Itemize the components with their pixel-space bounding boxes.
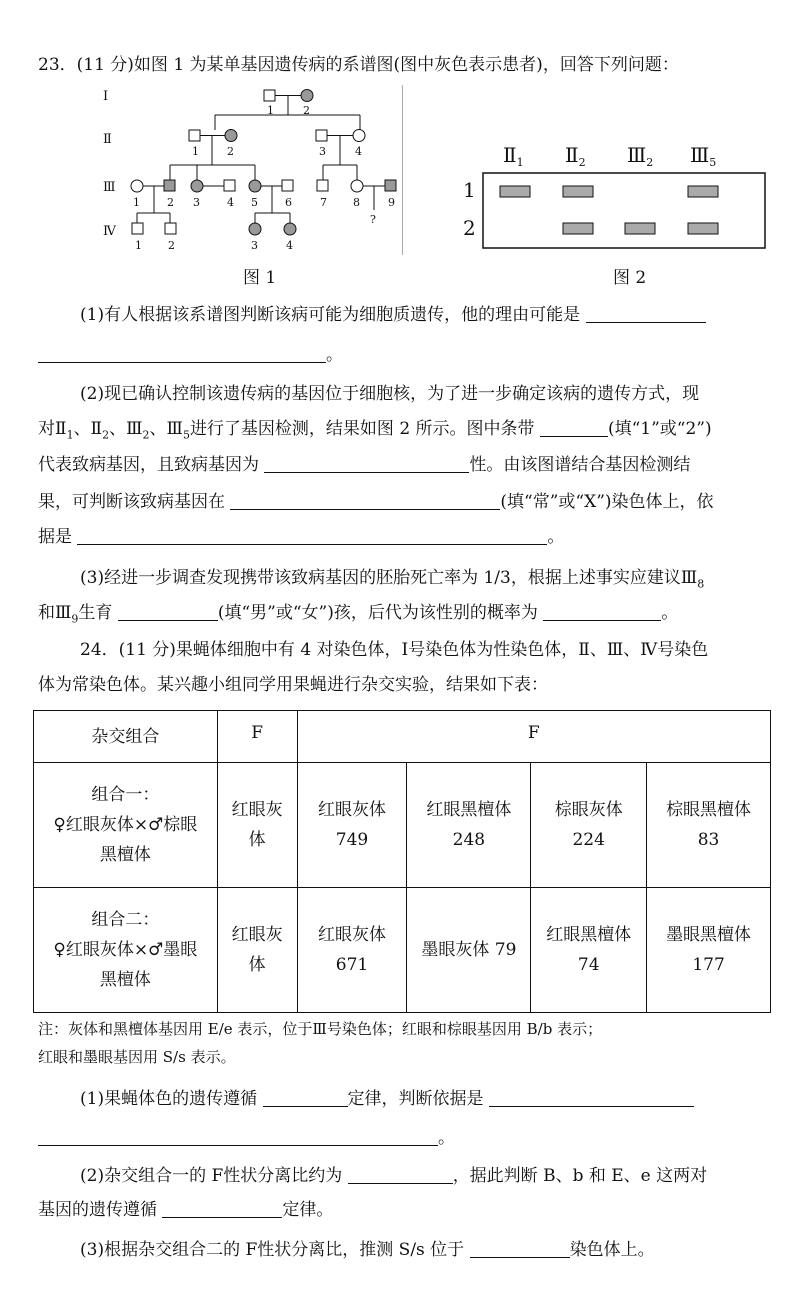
q23-p2-t5b: 。 bbox=[547, 527, 565, 547]
q23-p2-t3a: 代表致病基因，且致病基因为 bbox=[38, 455, 259, 475]
gel-frame bbox=[483, 173, 765, 248]
q24-p2-t2a: 基因的遗传遵循 bbox=[38, 1200, 157, 1220]
cross-1-cell bbox=[34, 763, 218, 888]
q23-p3-t2b: 生育 bbox=[78, 603, 113, 623]
q24-p2-tc: ，据此判断 B、b 和 E、e 这两对 bbox=[452, 1166, 708, 1186]
cross-2-f2-c bbox=[531, 888, 647, 1013]
q24-intro1 bbox=[80, 638, 770, 662]
gel-col-III2-sub: 2 bbox=[646, 156, 654, 169]
gel-bands bbox=[500, 186, 718, 234]
header-f2-text: F bbox=[527, 723, 540, 744]
pedigree-III8-female bbox=[351, 180, 363, 192]
q23-p3-t2c: (填“男”或“女”)孩，后代为该性别的概率为 bbox=[217, 603, 538, 623]
unknown-offspring-mark: ? bbox=[370, 213, 376, 226]
q23-p2-line1 bbox=[80, 382, 770, 406]
cross-1-f1 bbox=[217, 763, 297, 888]
label-III8: 8 bbox=[353, 196, 360, 209]
q24-p3-line1 bbox=[80, 1238, 770, 1268]
count: 671 bbox=[335, 955, 369, 975]
label-IV4: 4 bbox=[286, 239, 293, 252]
q23-p2-t2b: 、Ⅱ bbox=[73, 419, 103, 439]
q23-p2-t3b: 性。由该图谱结合基因检测结 bbox=[469, 455, 691, 475]
q23-p2-t4b: (填“常”或“X”)染色体上，依 bbox=[500, 492, 714, 512]
pedigree-II3-male bbox=[316, 130, 327, 141]
sub-III5: 5 bbox=[182, 428, 190, 442]
q24-p2-line2 bbox=[38, 1198, 770, 1222]
cross-2-f2-b bbox=[407, 888, 531, 1013]
table-row bbox=[34, 763, 771, 888]
phenotype: 红眼灰体 bbox=[318, 925, 387, 945]
pedigree-III9-male-affected bbox=[385, 180, 396, 191]
q24-p1-tb: 定律，判断依据是 bbox=[347, 1089, 484, 1109]
sub-III8: 8 bbox=[697, 577, 705, 591]
q24-p3-ta: (3)根据杂交组合二的 F bbox=[80, 1240, 258, 1260]
table-header-row bbox=[34, 711, 771, 763]
cross-2-f1-line1: 红眼灰 bbox=[231, 925, 283, 945]
q23-p2-line3 bbox=[38, 453, 770, 477]
answer-blank-9[interactable] bbox=[263, 1089, 348, 1107]
cross-1-line3: 黑檀体 bbox=[99, 845, 151, 865]
count: 224 bbox=[572, 830, 605, 850]
label-IV3: 3 bbox=[251, 239, 258, 252]
q24-intro2 bbox=[38, 673, 770, 697]
cross-2-line3: 黑檀体 bbox=[99, 970, 151, 990]
gel-band-row2-col3 bbox=[625, 223, 655, 234]
q23-p1-line1 bbox=[80, 303, 770, 327]
gel-col-II1-sub: 1 bbox=[516, 156, 524, 169]
label-II3: 3 bbox=[319, 145, 326, 158]
answer-blank-7[interactable] bbox=[118, 603, 218, 621]
gel-col-III2: $Ⅲ_2$ bbox=[627, 143, 654, 169]
pedigree-IV2-male bbox=[165, 223, 176, 234]
q24-p1-line2 bbox=[38, 1126, 770, 1150]
gel-col-II2: $Ⅱ_2$ bbox=[565, 143, 586, 169]
phenotype: 红眼黑檀体 bbox=[426, 800, 512, 820]
phenotype: 红眼灰体 bbox=[318, 800, 387, 820]
q24-intro2-text: 体为常染色体。某兴趣小组同学用果蝇进行杂交实验，结果如下表： bbox=[38, 675, 548, 695]
pedigree-IV1-male bbox=[132, 223, 143, 234]
pedigree-III3-female-affected bbox=[191, 180, 203, 192]
cross-1-line2: ♀红眼灰体×♂棕眼 bbox=[53, 815, 198, 835]
q24-p1-line1 bbox=[80, 1087, 770, 1111]
header-f2 bbox=[297, 711, 770, 763]
q24-p1-ta: (1)果蝇体色的遗传遵循 bbox=[80, 1089, 258, 1109]
label-III9: 9 bbox=[388, 196, 395, 209]
q23-p2-t2c: 、Ⅲ bbox=[109, 419, 143, 439]
q23-p2-t4a: 果，可判断该致病基因在 bbox=[38, 492, 225, 512]
q23-p3-t1: (3)经进一步调查发现携带该致病基因的胚胎死亡率为 1/3，根据上述事实应建议Ⅲ bbox=[80, 568, 698, 588]
gel-col-III5-sub: 5 bbox=[709, 156, 717, 169]
answer-blank-3[interactable] bbox=[540, 419, 608, 437]
pedigree-IV4-female-affected bbox=[284, 223, 296, 235]
pedigree-IV3-female-affected bbox=[249, 223, 261, 235]
q24-p3-tb: 性状分离比，推测 S/s 位于 bbox=[257, 1240, 465, 1260]
gel-figure bbox=[455, 140, 775, 255]
gel-band-row1-col4 bbox=[688, 186, 718, 197]
gel-band-row2-col4 bbox=[688, 223, 718, 234]
pedigree-III1-female bbox=[131, 180, 143, 192]
pedigree-III6-male bbox=[282, 180, 293, 191]
pedigree-I2-female-affected bbox=[301, 90, 313, 102]
cross-2-line2: ♀红眼灰体×♂墨眼 bbox=[53, 940, 198, 960]
answer-blank-11[interactable] bbox=[38, 1128, 438, 1146]
cross-results-table bbox=[33, 710, 771, 1013]
phenotype: 墨眼灰体 79 bbox=[421, 940, 517, 960]
fig1-caption: 图 1 bbox=[243, 268, 277, 288]
sub-II2: 2 bbox=[102, 428, 110, 442]
label-III5: 5 bbox=[251, 196, 258, 209]
label-I1: 1 bbox=[267, 104, 274, 117]
label-III3: 3 bbox=[193, 196, 200, 209]
label-IV2: 2 bbox=[168, 239, 175, 252]
q23-p3-t2a: 和Ⅲ bbox=[38, 603, 72, 623]
label-III7: 7 bbox=[320, 196, 327, 209]
label-III1: 1 bbox=[133, 196, 140, 209]
pedigree-III4-male bbox=[224, 180, 235, 191]
q24-p2-ta: (2)杂交组合一的 F bbox=[80, 1166, 224, 1186]
q23-p2-t2e: 进行了基因检测，结果如图 2 所示。图中条带 bbox=[189, 419, 535, 439]
answer-blank-1[interactable] bbox=[586, 305, 706, 323]
cross-1-f1-line2: 体 bbox=[248, 830, 266, 850]
q23-p2-t2a: 对Ⅱ bbox=[38, 419, 67, 439]
gel-col-II1: $Ⅱ_1$ bbox=[503, 143, 524, 169]
gel-band-row1-col1 bbox=[500, 186, 530, 197]
cross-2-f2-d bbox=[647, 888, 771, 1013]
gel-col-II2-sub: 2 bbox=[578, 156, 586, 169]
q24-p1-end: 。 bbox=[438, 1128, 455, 1148]
gen-label-1: Ⅰ bbox=[103, 89, 109, 104]
gel-col-III5: $Ⅲ_5$ bbox=[690, 143, 717, 169]
q23-p2-t2d: 、Ⅲ bbox=[149, 419, 183, 439]
count: 83 bbox=[697, 830, 720, 850]
q24-intro1-text: 24．(11 分)果蝇体细胞中有 4 对染色体，Ⅰ号染色体为性染色体，Ⅱ、Ⅲ、Ⅳ号染色 bbox=[80, 640, 709, 660]
answer-blank-10[interactable] bbox=[489, 1089, 694, 1107]
q23-p3-line1 bbox=[80, 566, 770, 596]
q24-p3-tc: 染色体上。 bbox=[569, 1240, 655, 1260]
q24-p2-t2b: 定律。 bbox=[282, 1200, 334, 1220]
count: 749 bbox=[335, 830, 369, 850]
pedigree-III2-male-affected bbox=[164, 180, 175, 191]
answer-blank-14[interactable] bbox=[470, 1240, 570, 1258]
pedigree-figure bbox=[95, 80, 405, 270]
gel-row-2: 2 bbox=[463, 216, 476, 240]
q23-p2-line5 bbox=[38, 525, 770, 549]
gen-label-2: Ⅱ bbox=[103, 132, 112, 147]
gel-band-row1-col2 bbox=[563, 186, 593, 197]
pedigree-II4-female bbox=[353, 130, 365, 142]
label-III2: 2 bbox=[167, 196, 174, 209]
pedigree-I1-male bbox=[264, 90, 275, 101]
label-III6: 6 bbox=[285, 196, 292, 209]
phenotype: 红眼黑檀体 bbox=[546, 925, 632, 945]
gen-label-3: Ⅲ bbox=[103, 180, 116, 195]
table-note-1: 注：灰体和黑檀体基因用 E/e 表示，位于Ⅲ号染色体；红眼和棕眼基因用 B/b 表示； bbox=[38, 1020, 603, 1038]
cross-2-cell bbox=[34, 888, 218, 1013]
cross-1-f2-c bbox=[531, 763, 647, 888]
q23-intro bbox=[38, 53, 770, 77]
answer-blank-8[interactable] bbox=[543, 603, 661, 621]
count: 248 bbox=[452, 830, 486, 850]
answer-blank-6[interactable] bbox=[77, 527, 547, 545]
answer-blank-5[interactable] bbox=[230, 492, 500, 510]
pedigree-II1-male bbox=[189, 130, 200, 141]
cross-2-f2-a bbox=[297, 888, 407, 1013]
q23-p2-line2 bbox=[38, 417, 770, 447]
label-II1: 1 bbox=[192, 145, 199, 158]
label-III4: 4 bbox=[227, 196, 234, 209]
answer-blank-12[interactable] bbox=[348, 1166, 453, 1184]
gel-row-1: 1 bbox=[463, 178, 476, 202]
cross-1-f2-b bbox=[407, 763, 531, 888]
q23-intro-text: 23．(11 分)如图 1 为某单基因遗传病的系谱图(图中灰色表示患者)，回答下列问题： bbox=[38, 55, 679, 75]
pedigree-III7-male bbox=[317, 180, 328, 191]
q24-p2-tb: 性状分离比约为 bbox=[223, 1166, 343, 1186]
answer-blank-4[interactable] bbox=[264, 455, 469, 473]
gel-band-row2-col2 bbox=[563, 223, 593, 234]
label-II4: 4 bbox=[355, 145, 362, 158]
sub-II1: 1 bbox=[66, 428, 74, 442]
label-II2: 2 bbox=[227, 145, 234, 158]
cross-1-f2-d bbox=[647, 763, 771, 888]
cross-1-f1-line1: 红眼灰 bbox=[231, 800, 283, 820]
q23-p3-line2 bbox=[38, 601, 770, 631]
cross-1-f2-a bbox=[297, 763, 407, 888]
label-I2: 2 bbox=[303, 104, 310, 117]
sub-III2: 2 bbox=[142, 428, 150, 442]
label-IV1: 1 bbox=[135, 239, 142, 252]
figure-divider bbox=[402, 85, 403, 255]
header-f1-text: F bbox=[251, 723, 264, 744]
q23-p1-end: 。 bbox=[326, 345, 343, 365]
count: 74 bbox=[577, 955, 600, 975]
answer-blank-2[interactable] bbox=[38, 345, 326, 363]
gen-label-4: Ⅳ bbox=[103, 224, 116, 239]
phenotype: 棕眼黑檀体 bbox=[666, 800, 752, 820]
q23-p2-text1: (2)现已确认控制该遗传病的基因位于细胞核，为了进一步确定该病的遗传方式，现 bbox=[80, 384, 700, 404]
answer-blank-13[interactable] bbox=[162, 1200, 282, 1218]
phenotype: 墨眼黑檀体 bbox=[666, 925, 752, 945]
pedigree-II2-female-affected bbox=[225, 130, 237, 142]
cross-1-line1: 组合一： bbox=[91, 785, 160, 805]
q24-p2-line1 bbox=[80, 1164, 770, 1194]
header-cross: 杂交组合 bbox=[34, 711, 218, 763]
fig2-caption: 图 2 bbox=[613, 268, 647, 288]
sub-III9: 9 bbox=[71, 612, 79, 626]
q23-p2-t2f: (填“1”或“2”) bbox=[607, 419, 712, 439]
q23-p1-line2 bbox=[38, 343, 770, 367]
cross-2-line1: 组合二： bbox=[91, 910, 160, 930]
cross-2-f1-line2: 体 bbox=[248, 955, 266, 975]
q23-p2-t5a: 据是 bbox=[38, 527, 72, 547]
cross-2-f1 bbox=[217, 888, 297, 1013]
phenotype: 棕眼灰体 bbox=[554, 800, 623, 820]
q23-p1-text: (1)有人根据该系谱图判断该病可能为细胞质遗传，他的理由可能是 bbox=[80, 305, 581, 325]
header-f1 bbox=[217, 711, 297, 763]
table-row bbox=[34, 888, 771, 1013]
count: 177 bbox=[692, 955, 725, 975]
table-note-2: 红眼和墨眼基因用 S/s 表示。 bbox=[38, 1048, 236, 1066]
q23-p3-t2d: 。 bbox=[661, 603, 679, 623]
pedigree-III5-female-affected bbox=[249, 180, 261, 192]
q23-p2-line4 bbox=[38, 490, 770, 514]
